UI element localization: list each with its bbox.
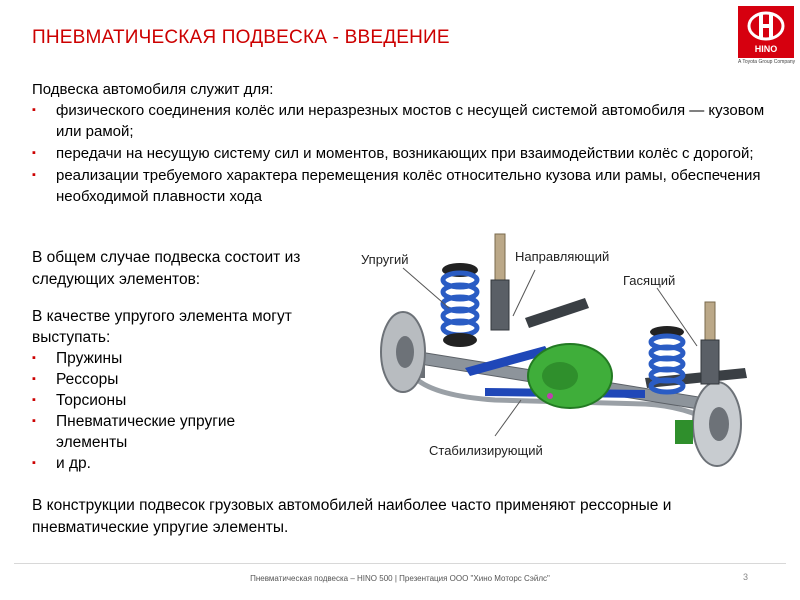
footer-divider — [14, 563, 786, 564]
right-shock-absorber — [701, 302, 719, 384]
suspension-diagram — [345, 228, 785, 490]
slide-title: ПНЕВМАТИЧЕСКАЯ ПОДВЕСКА - ВВЕДЕНИЕ — [32, 27, 450, 48]
elastic-element-item: ▪ и др. — [32, 453, 292, 474]
logo-tagline: A Toyota Group Company — [738, 59, 796, 65]
logo-brand: HINO — [754, 44, 778, 54]
purpose-item: ▪ передачи на несущую систему сил и моментов, возникающих при взаимодействии колёс с дорогой; — [32, 143, 792, 164]
intro-text: Подвеска автомобиля служит для: — [32, 81, 274, 98]
right-coil-spring — [650, 326, 684, 392]
consists-text: В общем случае подвеска состоит из следующих элементов: — [32, 249, 301, 288]
elastic-element-item: ▪ Пружины — [32, 348, 292, 369]
left-shock-absorber — [491, 234, 509, 330]
label-stabilizing: Стабилизирующий — [429, 443, 543, 458]
purposes-list — [32, 100, 792, 208]
label-elastic: Упругий — [361, 252, 409, 267]
left-brake-disc — [381, 312, 425, 392]
elastic-element-item: ▪ Торсионы — [32, 390, 292, 411]
conclusion-text: В конструкции подвесок грузовых автомобилей наиболее часто применяют рессорные и пневматические упругие элементы. — [32, 497, 672, 536]
differential-housing — [528, 344, 612, 408]
label-guiding: Направляющий — [515, 249, 610, 264]
purpose-item: ▪ физического соединения колёс или неразрезных мостов с несущей системой автомобиля — кузовом или рамой; — [32, 100, 792, 142]
label-damping: Гасящий — [623, 273, 676, 288]
elastic-elements-list — [32, 348, 292, 474]
hino-logo — [738, 6, 794, 66]
purpose-item: ▪ реализации требуемого характера перемещения колёс относительно кузова или рамы, обеспечения необходимой плавности хода — [32, 165, 792, 207]
left-coil-spring — [442, 263, 478, 347]
elastic-element-item: ▪ Рессоры — [32, 369, 292, 390]
footer-text: Пневматическая подвеска – HINO 500 | Презентация ООО "Хино Моторс Сэйлс" — [250, 574, 550, 583]
elastic-element-item: ▪ Пневматические упругие элементы — [32, 411, 292, 453]
elastic-title: В качестве упругого элемента могут выступать: — [32, 308, 292, 346]
page-number: 3 — [743, 572, 749, 582]
